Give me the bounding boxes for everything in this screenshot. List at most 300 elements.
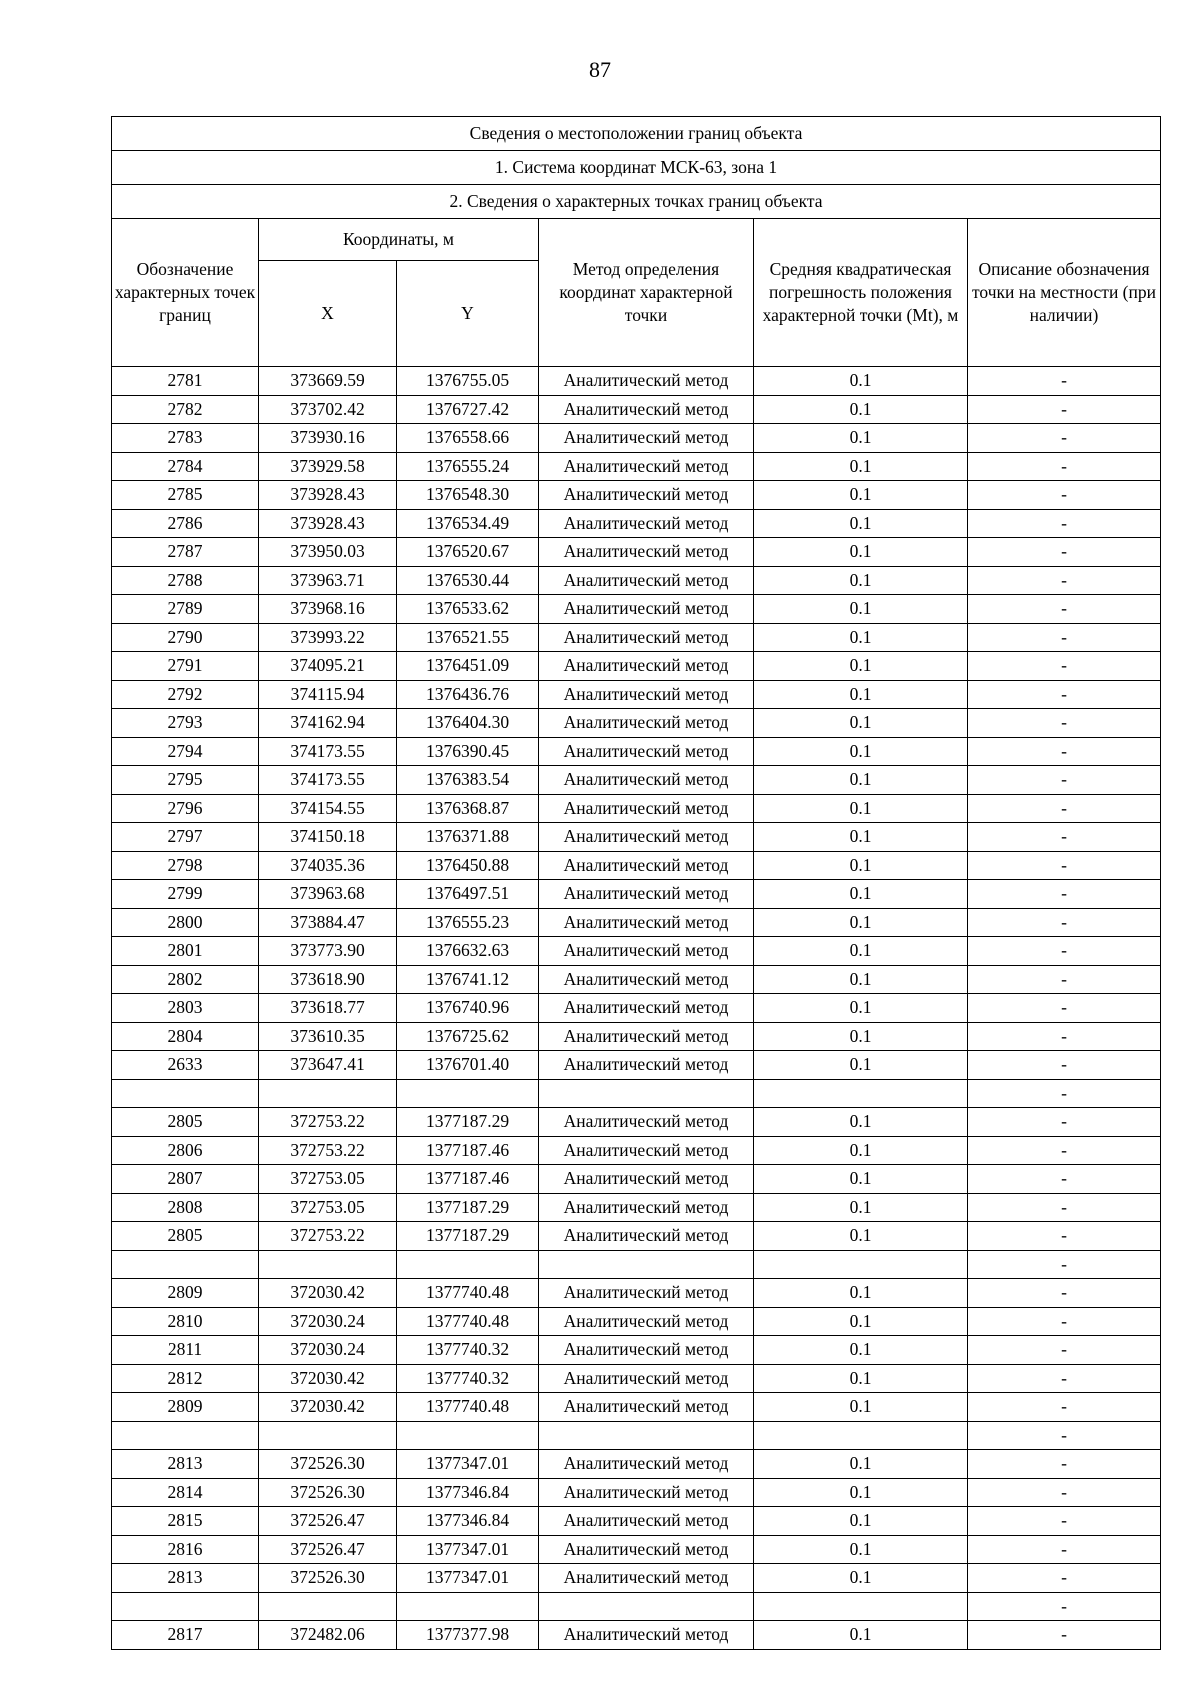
description-cell: - bbox=[968, 652, 1161, 681]
point-cell: 2793 bbox=[112, 709, 259, 738]
table-row bbox=[112, 538, 1161, 567]
y-cell: 1376450.88 bbox=[397, 851, 539, 880]
accuracy-cell: 0.1 bbox=[754, 937, 968, 966]
method-cell bbox=[539, 1250, 754, 1279]
point-cell: 2803 bbox=[112, 994, 259, 1023]
table-row bbox=[112, 623, 1161, 652]
accuracy-cell: 0.1 bbox=[754, 1564, 968, 1593]
table-row bbox=[112, 937, 1161, 966]
method-cell: Аналитический метод bbox=[539, 709, 754, 738]
x-cell: 374173.55 bbox=[259, 737, 397, 766]
x-cell: 373963.71 bbox=[259, 566, 397, 595]
table-row bbox=[112, 1307, 1161, 1336]
description-cell: - bbox=[968, 1592, 1161, 1621]
x-cell: 372030.42 bbox=[259, 1364, 397, 1393]
point-cell: 2804 bbox=[112, 1022, 259, 1051]
y-cell: 1377187.29 bbox=[397, 1193, 539, 1222]
point-cell: 2805 bbox=[112, 1222, 259, 1251]
point-cell: 2785 bbox=[112, 481, 259, 510]
description-cell: - bbox=[968, 1165, 1161, 1194]
header-description: Описание обозначения точки на местности (при наличии) bbox=[968, 219, 1161, 367]
x-cell: 373647.41 bbox=[259, 1051, 397, 1080]
accuracy-cell: 0.1 bbox=[754, 452, 968, 481]
point-cell: 2790 bbox=[112, 623, 259, 652]
accuracy-cell: 0.1 bbox=[754, 509, 968, 538]
accuracy-cell: 0.1 bbox=[754, 481, 968, 510]
table-row bbox=[112, 1364, 1161, 1393]
point-cell: 2633 bbox=[112, 1051, 259, 1080]
description-cell: - bbox=[968, 1079, 1161, 1108]
description-cell: - bbox=[968, 766, 1161, 795]
point-cell: 2787 bbox=[112, 538, 259, 567]
description-cell: - bbox=[968, 965, 1161, 994]
table-row bbox=[112, 1478, 1161, 1507]
description-cell: - bbox=[968, 1507, 1161, 1536]
accuracy-cell: 0.1 bbox=[754, 1393, 968, 1422]
x-cell: 372526.30 bbox=[259, 1450, 397, 1479]
point-cell: 2782 bbox=[112, 395, 259, 424]
method-cell: Аналитический метод bbox=[539, 1478, 754, 1507]
x-cell: 372030.24 bbox=[259, 1307, 397, 1336]
method-cell: Аналитический метод bbox=[539, 1535, 754, 1564]
table-row bbox=[112, 1250, 1161, 1279]
method-cell: Аналитический метод bbox=[539, 367, 754, 396]
method-cell: Аналитический метод bbox=[539, 937, 754, 966]
point-cell: 2805 bbox=[112, 1108, 259, 1137]
method-cell: Аналитический метод bbox=[539, 1621, 754, 1650]
description-cell: - bbox=[968, 367, 1161, 396]
description-cell: - bbox=[968, 424, 1161, 453]
method-cell: Аналитический метод bbox=[539, 994, 754, 1023]
y-cell: 1377347.01 bbox=[397, 1535, 539, 1564]
table-row bbox=[112, 1193, 1161, 1222]
x-cell: 373610.35 bbox=[259, 1022, 397, 1051]
section-heading: 2. Сведения о характерных точках границ объекта bbox=[112, 185, 1161, 219]
description-cell: - bbox=[968, 538, 1161, 567]
method-cell: Аналитический метод bbox=[539, 851, 754, 880]
accuracy-cell: 0.1 bbox=[754, 1136, 968, 1165]
description-cell: - bbox=[968, 1136, 1161, 1165]
description-cell: - bbox=[968, 1535, 1161, 1564]
method-cell: Аналитический метод bbox=[539, 766, 754, 795]
header-accuracy: Средняя квадратическая погрешность положения характерной точки (Mt), м bbox=[754, 219, 968, 367]
x-cell: 372753.05 bbox=[259, 1165, 397, 1194]
x-cell: 373928.43 bbox=[259, 509, 397, 538]
point-cell: 2800 bbox=[112, 908, 259, 937]
y-cell: 1376555.24 bbox=[397, 452, 539, 481]
point-cell: 2807 bbox=[112, 1165, 259, 1194]
x-cell bbox=[259, 1079, 397, 1108]
y-cell: 1376740.96 bbox=[397, 994, 539, 1023]
point-cell: 2784 bbox=[112, 452, 259, 481]
accuracy-cell: 0.1 bbox=[754, 794, 968, 823]
description-cell: - bbox=[968, 1421, 1161, 1450]
x-cell: 374095.21 bbox=[259, 652, 397, 681]
description-cell: - bbox=[968, 1193, 1161, 1222]
point-cell: 2786 bbox=[112, 509, 259, 538]
y-cell: 1377740.48 bbox=[397, 1279, 539, 1308]
table-row bbox=[112, 395, 1161, 424]
y-cell: 1376521.55 bbox=[397, 623, 539, 652]
table-row bbox=[112, 1564, 1161, 1593]
description-cell: - bbox=[968, 1336, 1161, 1365]
method-cell bbox=[539, 1079, 754, 1108]
description-cell: - bbox=[968, 908, 1161, 937]
point-cell: 2792 bbox=[112, 680, 259, 709]
table-row bbox=[112, 794, 1161, 823]
point-cell: 2806 bbox=[112, 1136, 259, 1165]
table-row bbox=[112, 851, 1161, 880]
table-row bbox=[112, 481, 1161, 510]
accuracy-cell: 0.1 bbox=[754, 709, 968, 738]
x-cell: 373618.77 bbox=[259, 994, 397, 1023]
method-cell: Аналитический метод bbox=[539, 794, 754, 823]
method-cell: Аналитический метод bbox=[539, 424, 754, 453]
table-row bbox=[112, 1535, 1161, 1564]
point-cell: 2789 bbox=[112, 595, 259, 624]
x-cell: 372753.22 bbox=[259, 1222, 397, 1251]
y-cell: 1377346.84 bbox=[397, 1478, 539, 1507]
y-cell bbox=[397, 1250, 539, 1279]
accuracy-cell: 0.1 bbox=[754, 1165, 968, 1194]
table-row bbox=[112, 737, 1161, 766]
description-cell: - bbox=[968, 880, 1161, 909]
accuracy-cell: 0.1 bbox=[754, 1051, 968, 1080]
method-cell: Аналитический метод bbox=[539, 1108, 754, 1137]
method-cell: Аналитический метод bbox=[539, 481, 754, 510]
description-cell: - bbox=[968, 509, 1161, 538]
y-cell: 1377740.32 bbox=[397, 1336, 539, 1365]
coordinate-system-heading: 1. Система координат МСК-63, зона 1 bbox=[112, 151, 1161, 185]
point-cell: 2783 bbox=[112, 424, 259, 453]
x-cell: 372526.47 bbox=[259, 1507, 397, 1536]
x-cell: 372753.05 bbox=[259, 1193, 397, 1222]
header-coordinates: Координаты, м bbox=[259, 219, 539, 261]
accuracy-cell: 0.1 bbox=[754, 1222, 968, 1251]
y-cell: 1377187.46 bbox=[397, 1136, 539, 1165]
x-cell: 373963.68 bbox=[259, 880, 397, 909]
y-cell: 1376534.49 bbox=[397, 509, 539, 538]
accuracy-cell: 0.1 bbox=[754, 994, 968, 1023]
description-cell: - bbox=[968, 1250, 1161, 1279]
table-row bbox=[112, 994, 1161, 1023]
y-cell: 1376533.62 bbox=[397, 595, 539, 624]
method-cell bbox=[539, 1592, 754, 1621]
method-cell: Аналитический метод bbox=[539, 1364, 754, 1393]
accuracy-cell: 0.1 bbox=[754, 1478, 968, 1507]
y-cell bbox=[397, 1421, 539, 1450]
y-cell: 1377740.32 bbox=[397, 1364, 539, 1393]
accuracy-cell: 0.1 bbox=[754, 680, 968, 709]
point-cell: 2781 bbox=[112, 367, 259, 396]
description-cell: - bbox=[968, 794, 1161, 823]
point-cell: 2808 bbox=[112, 1193, 259, 1222]
description-cell: - bbox=[968, 709, 1161, 738]
x-cell: 373968.16 bbox=[259, 595, 397, 624]
accuracy-cell: 0.1 bbox=[754, 395, 968, 424]
description-cell: - bbox=[968, 595, 1161, 624]
table-row bbox=[112, 1592, 1161, 1621]
point-cell: 2815 bbox=[112, 1507, 259, 1536]
x-cell: 372526.47 bbox=[259, 1535, 397, 1564]
table-row bbox=[112, 1336, 1161, 1365]
page-number: 87 bbox=[589, 57, 611, 82]
x-cell: 372526.30 bbox=[259, 1478, 397, 1507]
y-cell: 1377347.01 bbox=[397, 1450, 539, 1479]
y-cell: 1376755.05 bbox=[397, 367, 539, 396]
method-cell: Аналитический метод bbox=[539, 908, 754, 937]
y-cell: 1376383.54 bbox=[397, 766, 539, 795]
x-cell: 374162.94 bbox=[259, 709, 397, 738]
method-cell: Аналитический метод bbox=[539, 1022, 754, 1051]
description-cell: - bbox=[968, 1051, 1161, 1080]
x-cell: 373702.42 bbox=[259, 395, 397, 424]
description-cell: - bbox=[968, 937, 1161, 966]
x-cell: 374154.55 bbox=[259, 794, 397, 823]
point-cell: 2810 bbox=[112, 1307, 259, 1336]
description-cell: - bbox=[968, 1621, 1161, 1650]
point-cell: 2813 bbox=[112, 1450, 259, 1479]
x-cell: 372030.42 bbox=[259, 1393, 397, 1422]
accuracy-cell: 0.1 bbox=[754, 652, 968, 681]
x-cell: 373930.16 bbox=[259, 424, 397, 453]
x-cell: 373993.22 bbox=[259, 623, 397, 652]
y-cell: 1377187.46 bbox=[397, 1165, 539, 1194]
accuracy-cell: 0.1 bbox=[754, 766, 968, 795]
table-row bbox=[112, 908, 1161, 937]
method-cell: Аналитический метод bbox=[539, 1165, 754, 1194]
method-cell: Аналитический метод bbox=[539, 1051, 754, 1080]
accuracy-cell: 0.1 bbox=[754, 823, 968, 852]
description-cell: - bbox=[968, 1307, 1161, 1336]
description-cell: - bbox=[968, 1222, 1161, 1251]
table-row bbox=[112, 566, 1161, 595]
table-row bbox=[112, 509, 1161, 538]
table-row bbox=[112, 823, 1161, 852]
table-row bbox=[112, 709, 1161, 738]
method-cell: Аналитический метод bbox=[539, 965, 754, 994]
y-cell: 1376451.09 bbox=[397, 652, 539, 681]
accuracy-cell: 0.1 bbox=[754, 1108, 968, 1137]
x-cell: 373928.43 bbox=[259, 481, 397, 510]
accuracy-cell: 0.1 bbox=[754, 538, 968, 567]
x-cell: 374150.18 bbox=[259, 823, 397, 852]
method-cell bbox=[539, 1421, 754, 1450]
accuracy-cell: 0.1 bbox=[754, 1507, 968, 1536]
accuracy-cell: 0.1 bbox=[754, 566, 968, 595]
table-row bbox=[112, 367, 1161, 396]
x-cell: 372753.22 bbox=[259, 1136, 397, 1165]
method-cell: Аналитический метод bbox=[539, 1193, 754, 1222]
table-row bbox=[112, 1108, 1161, 1137]
y-cell: 1376404.30 bbox=[397, 709, 539, 738]
accuracy-cell: 0.1 bbox=[754, 1336, 968, 1365]
accuracy-cell: 0.1 bbox=[754, 880, 968, 909]
y-cell: 1376530.44 bbox=[397, 566, 539, 595]
table-row bbox=[112, 1621, 1161, 1650]
header-point: Обозначение характерных точек границ bbox=[112, 219, 259, 367]
accuracy-cell: 0.1 bbox=[754, 1621, 968, 1650]
x-cell: 372526.30 bbox=[259, 1564, 397, 1593]
table-row bbox=[112, 1079, 1161, 1108]
x-cell bbox=[259, 1250, 397, 1279]
method-cell: Аналитический метод bbox=[539, 623, 754, 652]
method-cell: Аналитический метод bbox=[539, 452, 754, 481]
table-row bbox=[112, 1165, 1161, 1194]
table-row bbox=[112, 452, 1161, 481]
y-cell: 1376555.23 bbox=[397, 908, 539, 937]
accuracy-cell bbox=[754, 1592, 968, 1621]
description-cell: - bbox=[968, 823, 1161, 852]
table-row bbox=[112, 1450, 1161, 1479]
method-cell: Аналитический метод bbox=[539, 1507, 754, 1536]
point-cell: 2813 bbox=[112, 1564, 259, 1593]
accuracy-cell: 0.1 bbox=[754, 424, 968, 453]
x-cell: 373929.58 bbox=[259, 452, 397, 481]
table-row bbox=[112, 1507, 1161, 1536]
table-row bbox=[112, 766, 1161, 795]
accuracy-cell: 0.1 bbox=[754, 851, 968, 880]
accuracy-cell: 0.1 bbox=[754, 1307, 968, 1336]
description-cell: - bbox=[968, 1478, 1161, 1507]
point-cell: 2798 bbox=[112, 851, 259, 880]
x-cell: 374173.55 bbox=[259, 766, 397, 795]
y-cell: 1376497.51 bbox=[397, 880, 539, 909]
y-cell: 1376548.30 bbox=[397, 481, 539, 510]
coordinates-table bbox=[111, 116, 1161, 1650]
table-row bbox=[112, 1279, 1161, 1308]
y-cell: 1376368.87 bbox=[397, 794, 539, 823]
table-row bbox=[112, 424, 1161, 453]
point-cell: 2788 bbox=[112, 566, 259, 595]
y-cell: 1376558.66 bbox=[397, 424, 539, 453]
method-cell: Аналитический метод bbox=[539, 509, 754, 538]
point-cell: 2817 bbox=[112, 1621, 259, 1650]
x-cell: 373773.90 bbox=[259, 937, 397, 966]
point-cell: 2802 bbox=[112, 965, 259, 994]
accuracy-cell bbox=[754, 1250, 968, 1279]
table-row bbox=[112, 1051, 1161, 1080]
accuracy-cell: 0.1 bbox=[754, 367, 968, 396]
description-cell: - bbox=[968, 481, 1161, 510]
x-cell bbox=[259, 1421, 397, 1450]
table-body bbox=[112, 367, 1161, 1650]
table-row bbox=[112, 652, 1161, 681]
table-row bbox=[112, 1222, 1161, 1251]
table-row bbox=[112, 1136, 1161, 1165]
y-cell: 1376371.88 bbox=[397, 823, 539, 852]
y-cell: 1376390.45 bbox=[397, 737, 539, 766]
x-cell: 372030.24 bbox=[259, 1336, 397, 1365]
table-row bbox=[112, 1393, 1161, 1422]
description-cell: - bbox=[968, 566, 1161, 595]
point-cell: 2812 bbox=[112, 1364, 259, 1393]
description-cell: - bbox=[968, 1450, 1161, 1479]
table-row bbox=[112, 595, 1161, 624]
y-cell: 1376701.40 bbox=[397, 1051, 539, 1080]
method-cell: Аналитический метод bbox=[539, 1222, 754, 1251]
method-cell: Аналитический метод bbox=[539, 1136, 754, 1165]
accuracy-cell bbox=[754, 1079, 968, 1108]
point-cell: 2801 bbox=[112, 937, 259, 966]
y-cell: 1376725.62 bbox=[397, 1022, 539, 1051]
x-cell: 374115.94 bbox=[259, 680, 397, 709]
x-cell: 373618.90 bbox=[259, 965, 397, 994]
method-cell: Аналитический метод bbox=[539, 880, 754, 909]
y-cell: 1377187.29 bbox=[397, 1108, 539, 1137]
accuracy-cell: 0.1 bbox=[754, 908, 968, 937]
point-cell: 2794 bbox=[112, 737, 259, 766]
y-cell: 1376632.63 bbox=[397, 937, 539, 966]
point-cell: 2809 bbox=[112, 1393, 259, 1422]
method-cell: Аналитический метод bbox=[539, 566, 754, 595]
y-cell: 1377347.01 bbox=[397, 1564, 539, 1593]
method-cell: Аналитический метод bbox=[539, 595, 754, 624]
x-cell: 372753.22 bbox=[259, 1108, 397, 1137]
y-cell bbox=[397, 1079, 539, 1108]
y-cell: 1377740.48 bbox=[397, 1307, 539, 1336]
point-cell: 2799 bbox=[112, 880, 259, 909]
description-cell: - bbox=[968, 1564, 1161, 1593]
description-cell: - bbox=[968, 1108, 1161, 1137]
description-cell: - bbox=[968, 1022, 1161, 1051]
table-title: Сведения о местоположении границ объекта bbox=[112, 117, 1161, 151]
method-cell: Аналитический метод bbox=[539, 823, 754, 852]
description-cell: - bbox=[968, 680, 1161, 709]
header-x: X bbox=[259, 261, 397, 367]
description-cell: - bbox=[968, 1279, 1161, 1308]
method-cell: Аналитический метод bbox=[539, 1564, 754, 1593]
y-cell: 1376520.67 bbox=[397, 538, 539, 567]
accuracy-cell: 0.1 bbox=[754, 1450, 968, 1479]
point-cell bbox=[112, 1250, 259, 1279]
point-cell bbox=[112, 1079, 259, 1108]
accuracy-cell: 0.1 bbox=[754, 623, 968, 652]
accuracy-cell: 0.1 bbox=[754, 1193, 968, 1222]
y-cell: 1377740.48 bbox=[397, 1393, 539, 1422]
accuracy-cell: 0.1 bbox=[754, 595, 968, 624]
point-cell: 2795 bbox=[112, 766, 259, 795]
method-cell: Аналитический метод bbox=[539, 652, 754, 681]
accuracy-cell: 0.1 bbox=[754, 1364, 968, 1393]
point-cell bbox=[112, 1592, 259, 1621]
accuracy-cell: 0.1 bbox=[754, 1279, 968, 1308]
header-method: Метод определения координат характерной точки bbox=[539, 219, 754, 367]
method-cell: Аналитический метод bbox=[539, 1307, 754, 1336]
point-cell bbox=[112, 1421, 259, 1450]
description-cell: - bbox=[968, 395, 1161, 424]
x-cell: 374035.36 bbox=[259, 851, 397, 880]
method-cell: Аналитический метод bbox=[539, 538, 754, 567]
method-cell: Аналитический метод bbox=[539, 395, 754, 424]
header-y: Y bbox=[397, 261, 539, 367]
accuracy-cell: 0.1 bbox=[754, 1022, 968, 1051]
description-cell: - bbox=[968, 623, 1161, 652]
x-cell: 373669.59 bbox=[259, 367, 397, 396]
accuracy-cell: 0.1 bbox=[754, 1535, 968, 1564]
method-cell: Аналитический метод bbox=[539, 737, 754, 766]
point-cell: 2809 bbox=[112, 1279, 259, 1308]
table-row bbox=[112, 1421, 1161, 1450]
y-cell: 1377187.29 bbox=[397, 1222, 539, 1251]
table-row bbox=[112, 1022, 1161, 1051]
y-cell: 1376727.42 bbox=[397, 395, 539, 424]
accuracy-cell: 0.1 bbox=[754, 965, 968, 994]
point-cell: 2816 bbox=[112, 1535, 259, 1564]
method-cell: Аналитический метод bbox=[539, 680, 754, 709]
method-cell: Аналитический метод bbox=[539, 1279, 754, 1308]
y-cell bbox=[397, 1592, 539, 1621]
